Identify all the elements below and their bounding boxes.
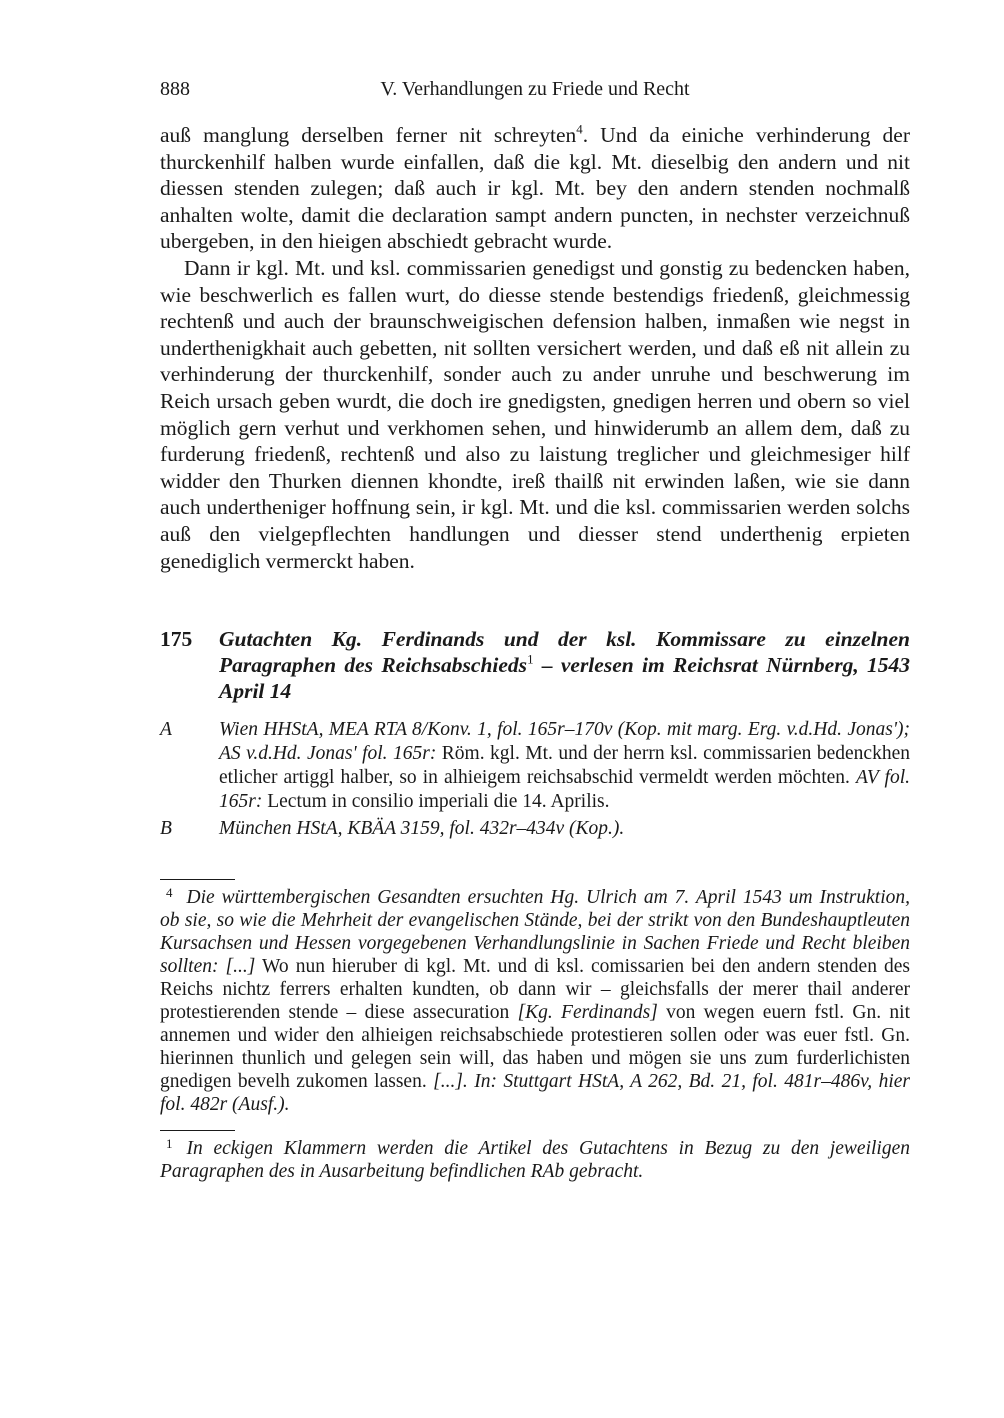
footnote-ref-1[interactable]: 1 <box>527 652 534 667</box>
source-list <box>160 718 910 841</box>
source-a <box>160 718 910 814</box>
footnote-4: 4 Die württembergischen Gesandten ersuchten Hg. Ulrich am 7. April 1543 um Instruktion, ob sie, so wie die Mehrheit der evangelischen Stände, bei der strikt von den Bundeshauptleuten Kursachsen und Hessen vorgegebenen Verhandlungslinie in Sachen Friede und Recht bleiben sollten: [...] Wo nun hieruber di kgl. Mt. und di ksl. comissarien bei den andern stenden des Reichs nichtz ferrers erhalten kundten, ob dann wir – gleichsfalls der merer thail anderer protestierenden stende – diese assecuration [Kg. Ferdinands] von wegen euern fstl. Gn. nit annemen und wider den alhieigen reichsabschiede protestieren sollen oder was euer fstl. Gn. hierinnen thunlich und gelegen sein will, das haben und mögen sie uns zum furderlichisten gnedigen bevelh zukomen lassen. [...]. In: Stuttgart HStA, A 262, Bd. 21, fol. 481r–486v, hier fol. 482r (Ausf.). <box>160 885 911 1116</box>
source-text: München HStA, KBÄA 3159, fol. 432r–434v (Kop.). <box>219 818 625 840</box>
document-title: Gutachten Kg. Ferdinands und der ksl. Kommissare zu einzelnen Paragraphen des Reichsabschieds$^1$ – verlesen im Reichsrat Nürnberg, 1543 April 14 <box>219 627 910 704</box>
footnote-divider <box>160 879 235 880</box>
page-number: 888 <box>160 78 190 100</box>
footnote-divider <box>160 1130 235 1131</box>
running-title: V. Verhandlungen zu Friede und Recht <box>380 78 690 100</box>
paragraph-2: Dann ir kgl. Mt. und ksl. commissarien genedigst und gonstig zu bedencken haben, wie beschwerlich es fallen wurt, do diesse stende bestendigs friedenß, gleichmessig rechtenß und auch der braunschweigischen defension halben, inmaßen wie negst in underthenigkhait auch gebetten, nit sollten versichert werden, und daß eß nit allein zu verhinderung der thurckenhilf, sonder auch zu ander unruhe und beschwerung im Reich ursach geben wurdt, die doch ire gnedigsten, gnedigen herren und obern so viel möglich gern verhut und verkhomen sehen, und hinwiderumb an allem dem, daß zu furderung friedenß, rechtenß und also zu laistung treglicher und gleichmesiger hilf widder den Thurken diennen khondte, ireß thailß nit erwinden laßen, wie sie dann auch undertheniger hoffnung sein, ir kgl. Mt. und die ksl. commissarien werden solchs auß den vielgepflechten handlungen und diesser stend underthenig erpieten genediglich vermerckt haben. <box>160 255 910 573</box>
running-head <box>160 78 910 108</box>
source-letter: A <box>160 719 172 741</box>
page <box>160 78 910 1183</box>
footnote-ref-4[interactable]: 4 <box>576 122 583 137</box>
source-text: Wien HHStA, MEA RTA 8/Konv. 1, fol. 165r–170v (Kop. mit marg. Erg. v.d.Hd. Jonas'); AS v.d.Hd. Jonas' fol. 165r: Röm. kgl. Mt. und der herrn ksl. commissarien bedenckhen etlicher artiggl halber, so in alhieigem reichsabschid vermeldt werden möchten. AV fol. 165r: Lectum in consilio imperiali die 14. Aprilis. <box>219 719 910 813</box>
source-b <box>160 817 910 841</box>
document-heading <box>160 626 910 704</box>
paragraph-1: auß manglung derselben ferner nit schreyten$^4$. Und da einiche verhinderung der thurckenhilf halben wurde einfallen, daß die kgl. Mt. dieselbig den andern und nit diessen stenden zulegen; daß auch ir kgl. Mt. bey den andern stenden nochmalß anhalten wolte, damit die declaration sampt andern puncten, in nechster verzeichnuß ubergeben, in den hieigen abschiedt gebracht wurde. <box>160 122 910 254</box>
document-number: 175 <box>160 627 193 652</box>
source-letter: B <box>160 818 172 840</box>
footnote-1: 1 In eckigen Klammern werden die Artikel des Gutachtens in Bezug zu den jeweiligen Paragraphen des in Ausarbeitung befindlichen RAb gebracht. <box>160 1136 910 1183</box>
body-text <box>160 122 910 574</box>
